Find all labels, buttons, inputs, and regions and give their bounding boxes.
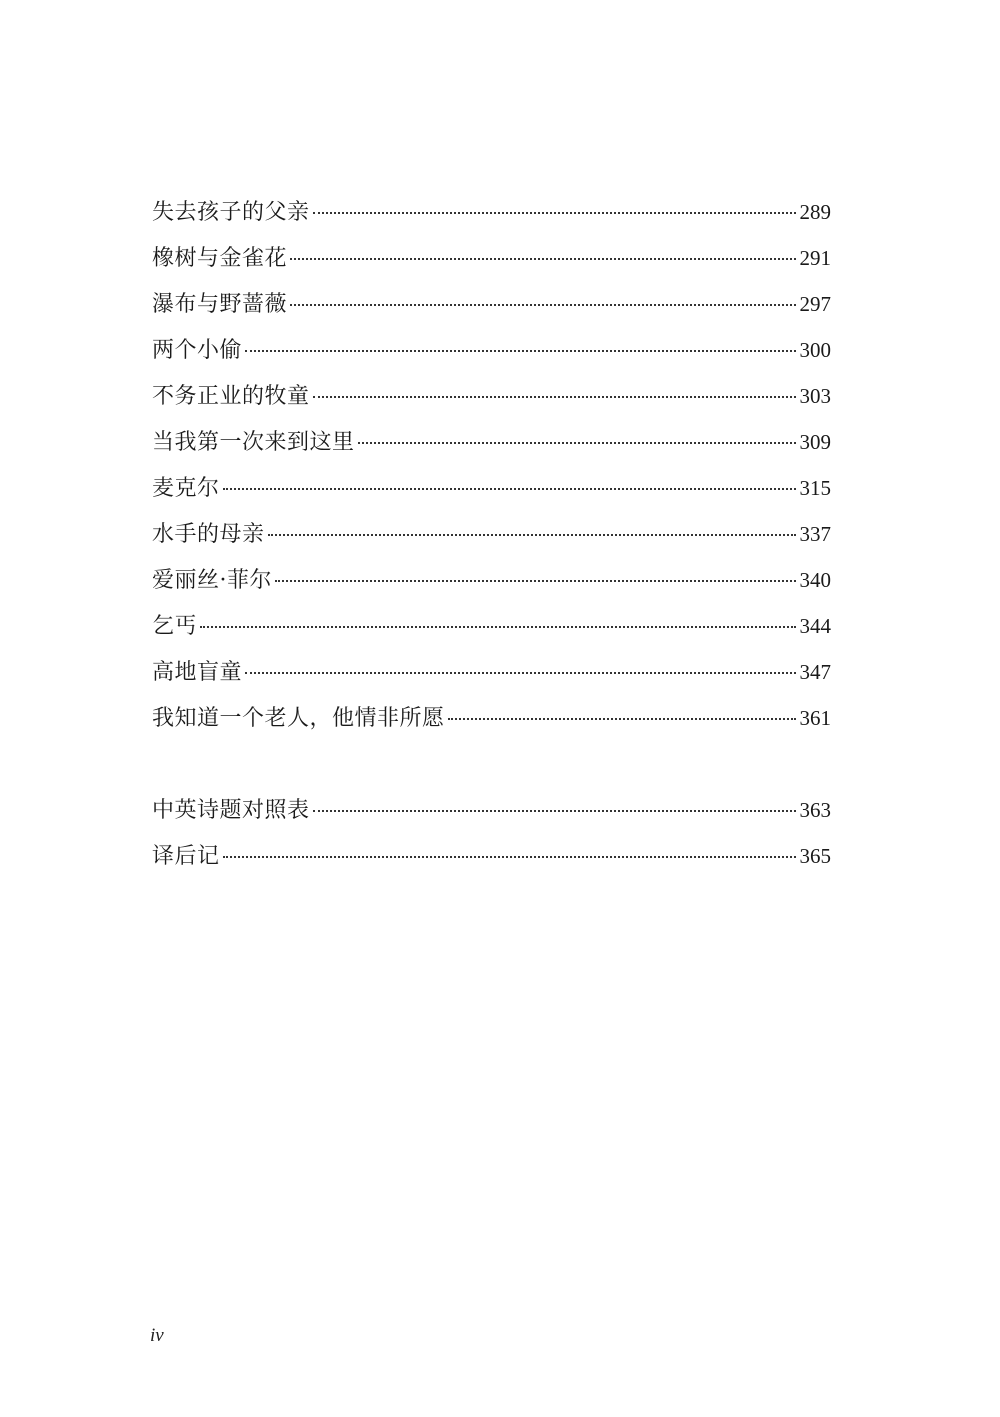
toc-entry-title: 乞丐: [152, 614, 198, 639]
toc-entry[interactable]: [152, 603, 831, 649]
toc-entry-title: 橡树与金雀花: [152, 246, 288, 271]
table-of-contents: [152, 189, 831, 879]
toc-entry-page: 289: [799, 200, 831, 224]
toc-entry-page: 303: [799, 384, 831, 408]
toc-entry-page: 309: [799, 430, 831, 454]
dot-leader: [223, 488, 796, 490]
toc-entry-page: 365: [799, 844, 831, 868]
toc-entry[interactable]: [152, 419, 831, 465]
toc-entry-title: 当我第一次来到这里: [152, 430, 355, 455]
toc-entry-page: 344: [799, 614, 831, 638]
dot-leader: [275, 580, 796, 582]
toc-entry-page: 291: [799, 246, 831, 270]
toc-entry-page: 337: [799, 522, 831, 546]
toc-entry[interactable]: [152, 833, 831, 879]
toc-entry-page: 361: [799, 706, 831, 730]
toc-entry-title: 我知道一个老人，他情非所愿: [152, 706, 445, 731]
toc-entry[interactable]: [152, 235, 831, 281]
toc-entry[interactable]: [152, 189, 831, 235]
toc-group-poems: [152, 189, 831, 741]
toc-entry-title: 不务正业的牧童: [152, 384, 310, 409]
toc-entry[interactable]: [152, 557, 831, 603]
toc-entry-title: 麦克尔: [152, 476, 220, 501]
dot-leader: [290, 304, 795, 306]
toc-entry[interactable]: [152, 281, 831, 327]
toc-entry-page: 315: [799, 476, 831, 500]
dot-leader: [313, 396, 796, 398]
toc-entry-title: 水手的母亲: [152, 522, 265, 547]
toc-entry-title: 两个小偷: [152, 338, 243, 363]
dot-leader: [200, 626, 795, 628]
toc-entry-title: 高地盲童: [152, 660, 243, 685]
page-number: iv: [150, 1325, 164, 1346]
toc-entry-page: 363: [799, 798, 831, 822]
toc-entry-title: 瀑布与野蔷薇: [152, 292, 288, 317]
toc-entry[interactable]: [152, 649, 831, 695]
toc-entry[interactable]: [152, 787, 831, 833]
toc-entry-title: 中英诗题对照表: [152, 798, 310, 823]
toc-group-appendix: [152, 787, 831, 879]
dot-leader: [245, 350, 795, 352]
toc-entry-page: 340: [799, 568, 831, 592]
dot-leader: [358, 442, 796, 444]
dot-leader: [268, 534, 796, 536]
toc-entry-title: 失去孩子的父亲: [152, 200, 310, 225]
toc-entry-page: 347: [799, 660, 831, 684]
toc-entry-page: 300: [799, 338, 831, 362]
toc-entry[interactable]: [152, 373, 831, 419]
toc-entry[interactable]: [152, 465, 831, 511]
toc-entry-title: 译后记: [152, 844, 220, 869]
toc-entry-title: 爱丽丝·菲尔: [152, 568, 272, 593]
toc-entry[interactable]: [152, 511, 831, 557]
dot-leader: [245, 672, 795, 674]
toc-entry-page: 297: [799, 292, 831, 316]
toc-entry[interactable]: [152, 695, 831, 741]
dot-leader: [290, 258, 795, 260]
dot-leader: [223, 856, 796, 858]
toc-entry[interactable]: [152, 327, 831, 373]
dot-leader: [313, 810, 796, 812]
dot-leader: [448, 718, 796, 720]
dot-leader: [313, 212, 796, 214]
